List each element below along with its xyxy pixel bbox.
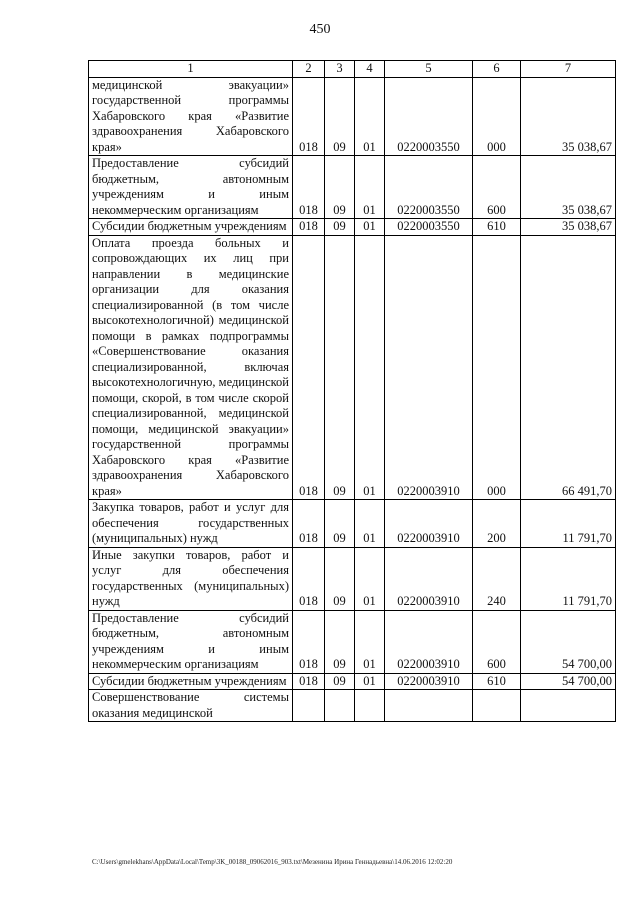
row-section: 09	[325, 235, 355, 500]
row-amount: 54 700,00	[521, 673, 616, 690]
budget-table	[88, 60, 616, 722]
table-row	[89, 690, 616, 722]
row-ministry: 018	[293, 673, 325, 690]
row-section: 09	[325, 77, 355, 156]
row-expense-type: 600	[473, 610, 521, 673]
row-name: Совершенствование системы оказания медицинской	[89, 690, 293, 722]
row-subsection	[355, 690, 385, 722]
row-ministry: 018	[293, 547, 325, 610]
row-amount: 35 038,67	[521, 77, 616, 156]
row-name: Предоставление субсидий бюджетным, автономным учреждениям и иным некоммерческим организациям	[89, 610, 293, 673]
row-amount: 11 791,70	[521, 500, 616, 548]
table-row	[89, 500, 616, 548]
row-target-code: 0220003550	[385, 156, 473, 219]
row-amount	[521, 690, 616, 722]
row-section: 09	[325, 156, 355, 219]
column-header-6: 6	[473, 61, 521, 78]
row-target-code: 0220003550	[385, 219, 473, 236]
row-subsection: 01	[355, 610, 385, 673]
row-name: Предоставление субсидий бюджетным, автономным учреждениям и иным некоммерческим организациям	[89, 156, 293, 219]
column-header-5: 5	[385, 61, 473, 78]
row-target-code	[385, 690, 473, 722]
row-expense-type	[473, 690, 521, 722]
row-ministry: 018	[293, 219, 325, 236]
table-row	[89, 219, 616, 236]
row-amount: 66 491,70	[521, 235, 616, 500]
row-amount: 54 700,00	[521, 610, 616, 673]
table-row	[89, 547, 616, 610]
row-ministry: 018	[293, 500, 325, 548]
row-expense-type: 200	[473, 500, 521, 548]
row-ministry: 018	[293, 156, 325, 219]
row-section: 09	[325, 547, 355, 610]
row-expense-type: 610	[473, 219, 521, 236]
row-name: Закупка товаров, работ и услуг для обеспечения государственных (муниципальных) нужд	[89, 500, 293, 548]
row-name: медицинской эвакуации» государственной программы Хабаровского края «Развитие здравоохранения Хабаровского края»	[89, 77, 293, 156]
row-expense-type: 610	[473, 673, 521, 690]
document-footer-path: C:\Users\gmelekhans\AppData\Local\Temp\3K_00188_09062016_903.txt\Мезенина Ирина Геннадьевна\14.06.2016 12:02:20	[92, 858, 453, 866]
row-section	[325, 690, 355, 722]
row-subsection: 01	[355, 219, 385, 236]
row-subsection: 01	[355, 156, 385, 219]
row-target-code: 0220003910	[385, 547, 473, 610]
row-amount: 35 038,67	[521, 219, 616, 236]
column-header-3: 3	[325, 61, 355, 78]
column-header-1: 1	[89, 61, 293, 78]
row-subsection: 01	[355, 500, 385, 548]
row-subsection: 01	[355, 547, 385, 610]
column-header-2: 2	[293, 61, 325, 78]
row-amount: 11 791,70	[521, 547, 616, 610]
column-header-4: 4	[355, 61, 385, 78]
row-section: 09	[325, 610, 355, 673]
row-name: Субсидии бюджетным учреждениям	[89, 219, 293, 236]
row-subsection: 01	[355, 673, 385, 690]
row-name: Субсидии бюджетным учреждениям	[89, 673, 293, 690]
row-target-code: 0220003910	[385, 610, 473, 673]
table-row	[89, 77, 616, 156]
row-section: 09	[325, 500, 355, 548]
row-ministry: 018	[293, 610, 325, 673]
row-amount: 35 038,67	[521, 156, 616, 219]
row-expense-type: 240	[473, 547, 521, 610]
row-ministry	[293, 690, 325, 722]
table-row	[89, 673, 616, 690]
row-expense-type: 000	[473, 235, 521, 500]
row-name: Иные закупки товаров, работ и услуг для обеспечения государственных (муниципальных) нужд	[89, 547, 293, 610]
page-number: 450	[309, 22, 331, 37]
table-row	[89, 156, 616, 219]
row-subsection: 01	[355, 235, 385, 500]
row-section: 09	[325, 219, 355, 236]
row-ministry: 018	[293, 77, 325, 156]
column-header-7: 7	[521, 61, 616, 78]
row-target-code: 0220003910	[385, 673, 473, 690]
row-expense-type: 600	[473, 156, 521, 219]
row-ministry: 018	[293, 235, 325, 500]
row-expense-type: 000	[473, 77, 521, 156]
row-target-code: 0220003550	[385, 77, 473, 156]
table-row	[89, 235, 616, 500]
table-header-row	[89, 61, 616, 78]
row-target-code: 0220003910	[385, 235, 473, 500]
table-row	[89, 610, 616, 673]
row-name: Оплата проезда больных и сопровождающих их лиц при направлении в медицинские организации для оказания специализированной (в том числе высокотехнологичной) медицинской помощи в рамках подпрограммы «Совершенствование оказания специализированной, включая высокотехнологичную, медицинской помощи, скорой, в том числе скорой специализированной, медицинской помощи, медицинской эвакуации» государственной программы Хабаровского края «Развитие здравоохранения Хабаровского края»	[89, 235, 293, 500]
row-target-code: 0220003910	[385, 500, 473, 548]
row-subsection: 01	[355, 77, 385, 156]
row-section: 09	[325, 673, 355, 690]
